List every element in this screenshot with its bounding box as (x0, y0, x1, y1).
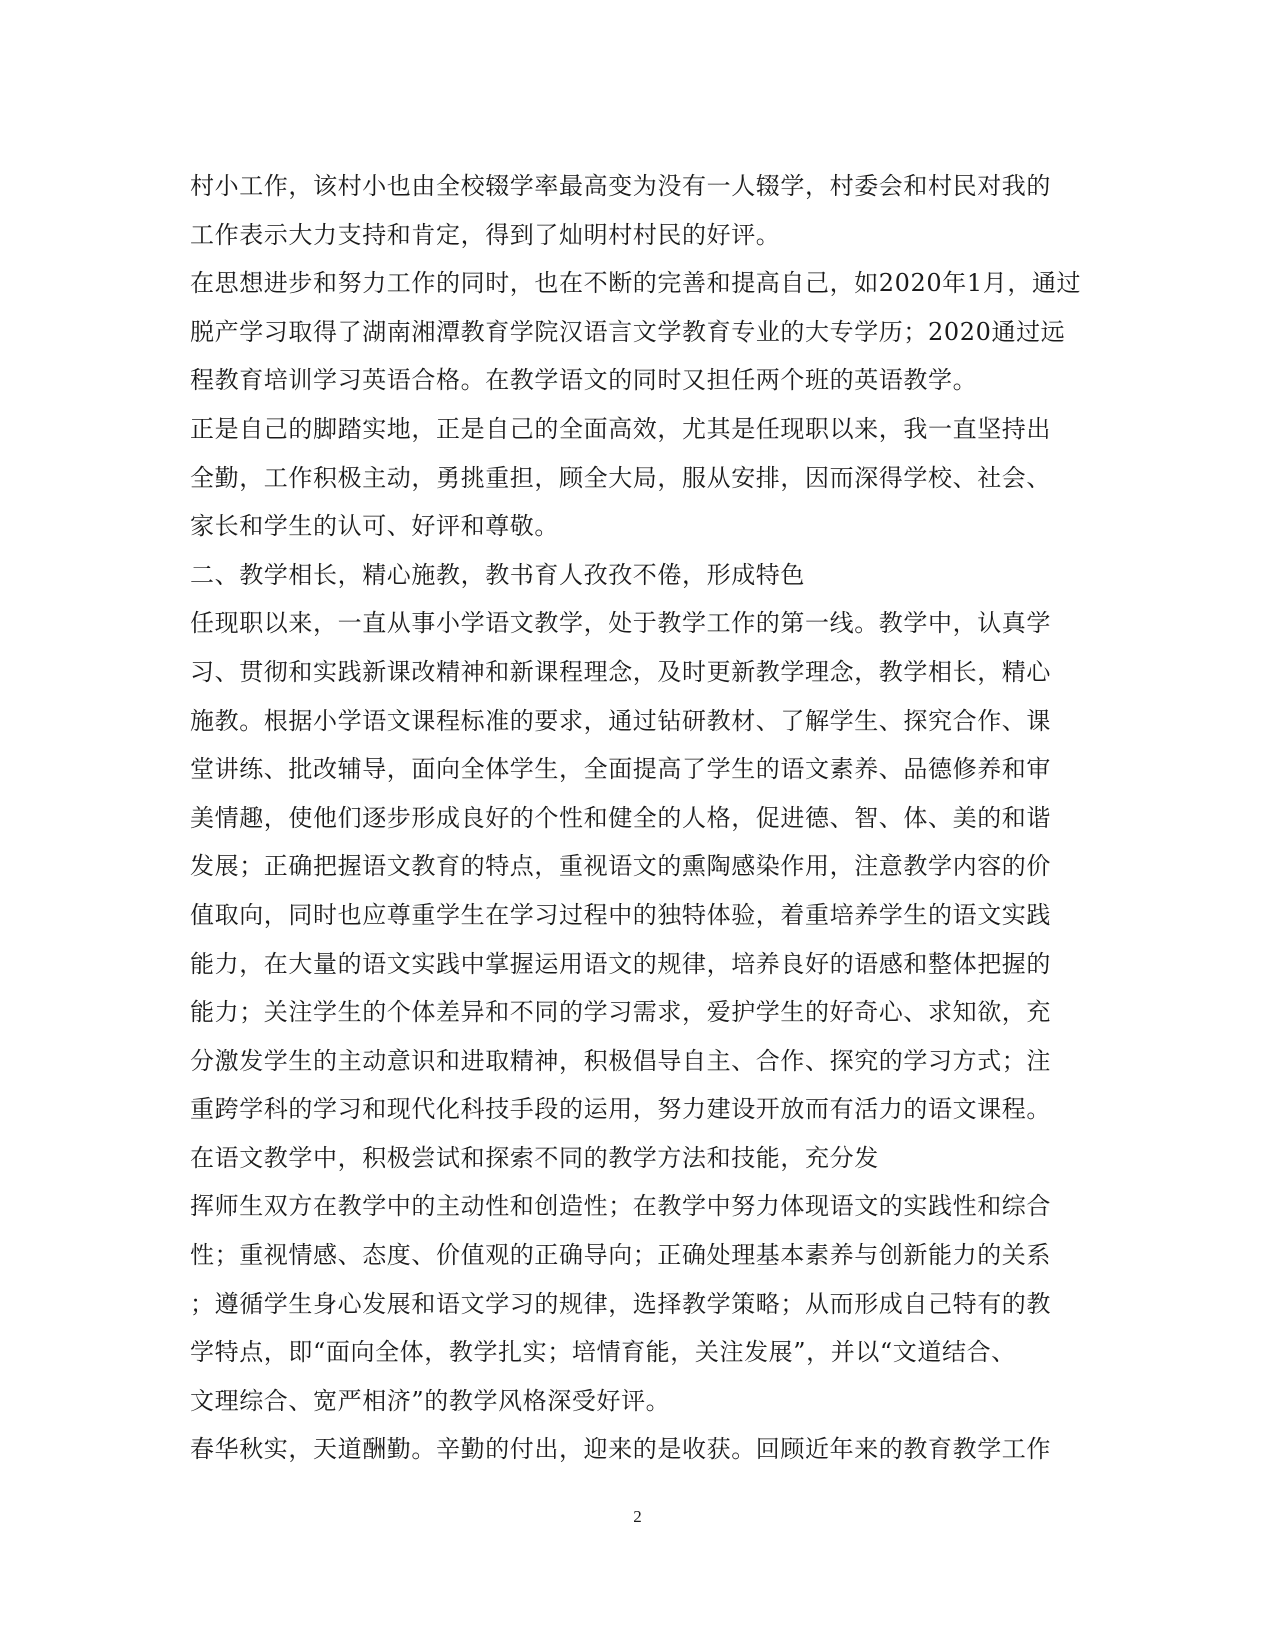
text-line: 重跨学科的学习和现代化科技手段的运用，努力建设开放而有活力的语文课程。 (190, 1095, 1051, 1124)
text-line: 值取向，同时也应尊重学生在学习过程中的独特体验，着重培养学生的语文实践 (190, 900, 1051, 929)
text-line: 能力，在大量的语文实践中掌握运用语文的规律，培养良好的语感和整体把握的 (190, 949, 1051, 978)
text-line: 在思想进步和努力工作的同时，也在不断的完善和提高自己，如2020年1月，通过 (190, 269, 1082, 298)
text-line: 分激发学生的主动意识和进取精神，积极倡导自主、合作、探究的学习方式；注 (190, 1046, 1051, 1075)
text-line: 工作表示大力支持和肯定，得到了灿明村村民的好评。 (190, 220, 781, 249)
text-line: 文理综合、宽严相济”的教学风格深受好评。 (190, 1386, 671, 1415)
text-line: 正是自己的脚踏实地，正是自己的全面高效，尤其是任现职以来，我一直坚持出 (190, 414, 1051, 443)
text-line: 春华秋实，天道酬勤。辛勤的付出，迎来的是收获。回顾近年来的教育教学工作 (190, 1435, 1051, 1464)
text-line: 施教。根据小学语文课程标准的要求，通过钻研教材、了解学生、探究合作、课 (190, 706, 1051, 735)
text-line: ；遵循学生身心发展和语文学习的规律，选择教学策略；从而形成自己特有的教 (190, 1289, 1051, 1318)
section-heading: 二、教学相长，精心施教，教书育人孜孜不倦，形成特色 (190, 560, 805, 589)
text-line: 全勤，工作积极主动，勇挑重担，顾全大局，服从安排，因而深得学校、社会、 (190, 463, 1051, 492)
text-line: 任现职以来，一直从事小学语文教学，处于教学工作的第一线。教学中，认真学 (190, 609, 1051, 638)
text-line: 村小工作，该村小也由全校辍学率最高变为没有一人辍学，村委会和村民对我的 (190, 172, 1051, 200)
page-number: 2 (633, 1507, 642, 1526)
text-line: 程教育培训学习英语合格。在教学语文的同时又担任两个班的英语教学。 (190, 366, 978, 395)
text-line: 家长和学生的认可、好评和尊敬。 (190, 512, 559, 541)
text-line: 在语文教学中，积极尝试和探索不同的教学方法和技能，充分发 (190, 1143, 879, 1172)
text-line: 脱产学习取得了湖南湘潭教育学院汉语言文学教育专业的大专学历；2020通过远 (190, 317, 1066, 346)
text-line: 性；重视情感、态度、价值观的正确导向；正确处理基本素养与创新能力的关系 (190, 1241, 1051, 1270)
document-body (190, 162, 1090, 1474)
text-line: 堂讲练、批改辅导，面向全体学生，全面提高了学生的语文素养、品德修养和审 (190, 755, 1051, 784)
text-line: 美情趣，使他们逐步形成良好的个性和健全的人格，促进德、智、体、美的和谐 (190, 803, 1051, 832)
text-line: 挥师生双方在教学中的主动性和创造性；在教学中努力体现语文的实践性和综合 (190, 1192, 1051, 1221)
text-line: 学特点，即“面向全体，教学扎实；培情育能，关注发展”，并以“文道结合、 (190, 1338, 1016, 1367)
text-line: 能力；关注学生的个体差异和不同的学习需求，爱护学生的好奇心、求知欲，充 (190, 998, 1051, 1027)
text-line: 习、贯彻和实践新课改精神和新课程理念，及时更新教学理念，教学相长，精心 (190, 657, 1051, 686)
text-line: 发展；正确把握语文教育的特点，重视语文的熏陶感染作用，注意教学内容的价 (190, 852, 1051, 881)
